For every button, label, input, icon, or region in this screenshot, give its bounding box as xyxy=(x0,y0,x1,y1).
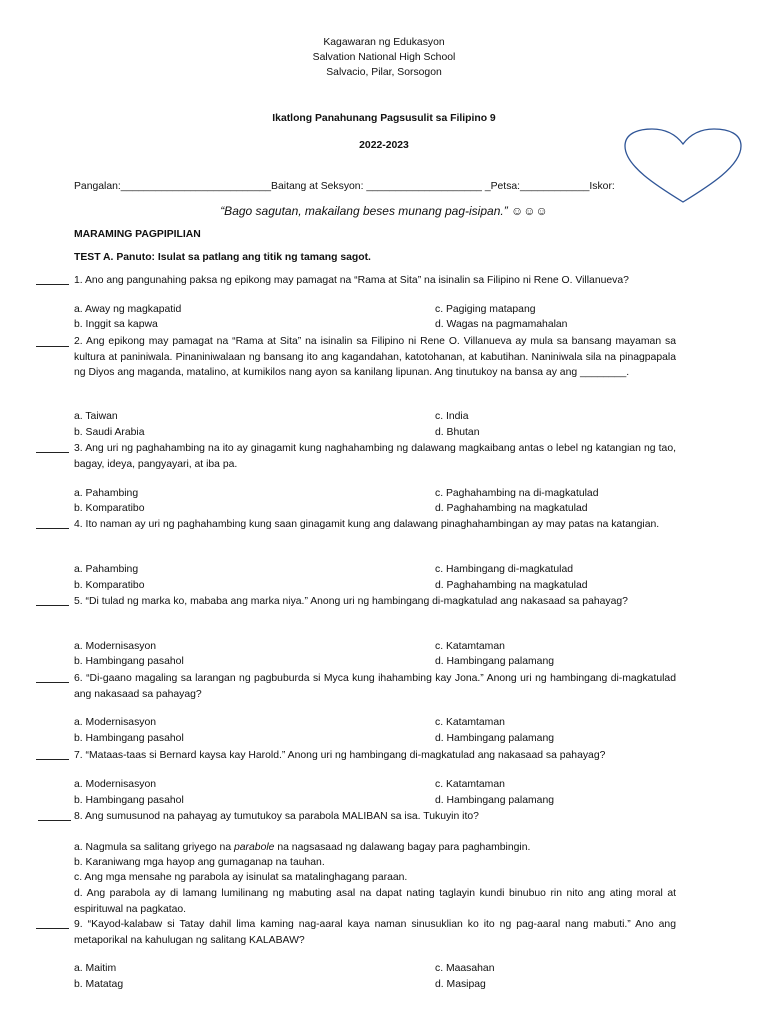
school-address: Salvacio, Pilar, Sorsogon xyxy=(326,67,442,78)
q9-option-d: d. Masipag xyxy=(435,979,486,990)
question-9: 9. “Kayod-kalabaw si Tatay dahil lima kaming nag-aaral kaya naman sinusuklian ko ito ng pag-aaral nang mabuti.” Ano ang metaporikal na kahulugan ng salitang KALABAW? xyxy=(74,919,676,946)
question-6: 6. “Di-gaano magaling sa larangan ng pagbuburda si Myca kung ihahambing kay Jona.” Anong uri ng hambingang di-magkatulad ang nakasaad sa pahayag? xyxy=(74,673,676,700)
q6-option-b: b. Hambingang pasahol xyxy=(74,733,184,744)
answer-blank-8[interactable] xyxy=(38,820,71,821)
q4-option-d: d. Paghahambing na magkatulad xyxy=(435,580,588,591)
answer-blank-3[interactable] xyxy=(36,452,69,453)
q4-option-a: a. Pahambing xyxy=(74,564,139,575)
q8-option-a xyxy=(74,840,676,856)
q8-option-c: c. Ang mga mensahe ng parabola ay isinulat sa matalinghagang paraan. xyxy=(74,872,408,883)
question-8: 8. Ang sumusunod na pahayag ay tumutukoy sa parabola MALIBAN sa isa. Tukuyin ito? xyxy=(74,811,479,822)
question-4: 4. Ito naman ay uri ng paghahambing kung saan ginagamit kung ang dalawang pinaghahambingan ay may patas na katangian. xyxy=(74,519,660,530)
q7-option-d: d. Hambingang palamang xyxy=(435,795,554,806)
q8-option-a-term: parabole xyxy=(234,842,275,853)
motto-quote: “Bago sagutan, makailang beses munang pag-isipan.” ☺☺☺ xyxy=(220,204,548,218)
heart-icon xyxy=(622,126,744,204)
q1-option-b: b. Inggit sa kapwa xyxy=(74,319,158,330)
answer-blank-9[interactable] xyxy=(36,928,69,929)
test-instruction: TEST A. Panuto: Isulat sa patlang ang titik ng tamang sagot. xyxy=(74,252,371,263)
answer-blank-5[interactable] xyxy=(36,605,69,606)
school-year: 2022-2023 xyxy=(359,140,409,151)
answer-blank-4[interactable] xyxy=(36,528,69,529)
q2-option-b: b. Saudi Arabia xyxy=(74,427,145,438)
answer-blank-6[interactable] xyxy=(36,682,69,683)
q7-option-c: c. Katamtaman xyxy=(435,779,505,790)
q9-option-b: b. Matatag xyxy=(74,979,124,990)
q7-option-b: b. Hambingang pasahol xyxy=(74,795,184,806)
q2-option-a: a. Taiwan xyxy=(74,411,118,422)
q8-option-a-text: a. Nagmula sa salitang griyego na xyxy=(74,842,234,853)
q1-option-c: c. Pagiging matapang xyxy=(435,304,536,315)
q6-option-c: c. Katamtaman xyxy=(435,717,505,728)
q6-option-a: a. Modernisasyon xyxy=(74,717,157,728)
q3-option-c: c. Paghahambing na di-magkatulad xyxy=(435,488,599,499)
answer-blank-1[interactable] xyxy=(36,284,69,285)
q6-option-d: d. Hambingang palamang xyxy=(435,733,554,744)
q8-option-d: d. Ang parabola ay di lamang lumilinang ng mabuting asal na dapat nating taglayin kundi binubuo rin nito ang ating moral at espirituwal na pagkatao. xyxy=(74,888,676,915)
answer-blank-7[interactable] xyxy=(36,759,69,760)
q5-option-a: a. Modernisasyon xyxy=(74,641,157,652)
q7-option-a: a. Modernisasyon xyxy=(74,779,157,790)
question-7: 7. “Mataas-taas si Bernard kaysa kay Harold.” Anong uri ng hambingang di-magkatulad ang nakasaad sa pahayag? xyxy=(74,750,606,761)
q9-option-c: c. Maasahan xyxy=(435,963,495,974)
q3-option-b: b. Komparatibo xyxy=(74,503,145,514)
department-name: Kagawaran ng Edukasyon xyxy=(323,37,445,48)
q1-option-d: d. Wagas na pagmamahalan xyxy=(435,319,568,330)
q5-option-d: d. Hambingang palamang xyxy=(435,656,554,667)
q8-option-a-rest: na nagsasaad ng dalawang bagay para paghambingin. xyxy=(274,842,531,853)
question-2: 2. Ang epikong may pamagat na “Rama at Sita” na isinalin sa Filipino ni Rene O. Villanueva ay mula sa bansang mayaman sa kultura at paniniwala. Pinaniniwalaan ng bansang ito ang kagandahan, katotohanan, at kabutihan. Naniniwala sila na pinagpapala ng Diyos ang maganda, matalino, at kumikilos nang ayon sa kanilang lipunan. Ang tinutukoy na bansa ay ang ________. xyxy=(74,336,676,379)
question-3: 3. Ang uri ng paghahambing na ito ay ginagamit kung naghahambing ng dalawang magkaibang antas o lebel ng katangian ng tao, bagay, ideya, pangyayari, at iba pa. xyxy=(74,443,676,470)
question-5: 5. “Di tulad ng marka ko, mababa ang marka niya.” Anong uri ng hambingang di-magkatulad ang nakasaad sa pahayag? xyxy=(74,596,628,607)
exam-title: Ikatlong Panahunang Pagsusulit sa Filipino 9 xyxy=(272,113,496,124)
answer-blank-2[interactable] xyxy=(36,346,69,347)
q2-option-d: d. Bhutan xyxy=(435,427,480,438)
q3-option-a: a. Pahambing xyxy=(74,488,139,499)
student-info-line[interactable]: Pangalan:__________________________Baitang at Seksyon: ____________________ _Petsa:____________Iskor: xyxy=(74,181,615,192)
q3-option-d: d. Paghahambing na magkatulad xyxy=(435,503,588,514)
q8-option-b: b. Karaniwang mga hayop ang gumaganap na tauhan. xyxy=(74,857,325,868)
q2-option-c: c. India xyxy=(435,411,469,422)
school-name: Salvation National High School xyxy=(312,52,456,63)
q9-option-a: a. Maitim xyxy=(74,963,117,974)
q5-option-b: b. Hambingang pasahol xyxy=(74,656,184,667)
question-1: 1. Ano ang pangunahing paksa ng epikong may pamagat na “Rama at Sita” na isinalin sa Filipino ni Rene O. Villanueva? xyxy=(74,275,629,286)
q1-option-a: a. Away ng magkapatid xyxy=(74,304,182,315)
q5-option-c: c. Katamtaman xyxy=(435,641,505,652)
q4-option-b: b. Komparatibo xyxy=(74,580,145,591)
section-title: MARAMING PAGPIPILIAN xyxy=(74,229,201,240)
q4-option-c: c. Hambingang di-magkatulad xyxy=(435,564,574,575)
